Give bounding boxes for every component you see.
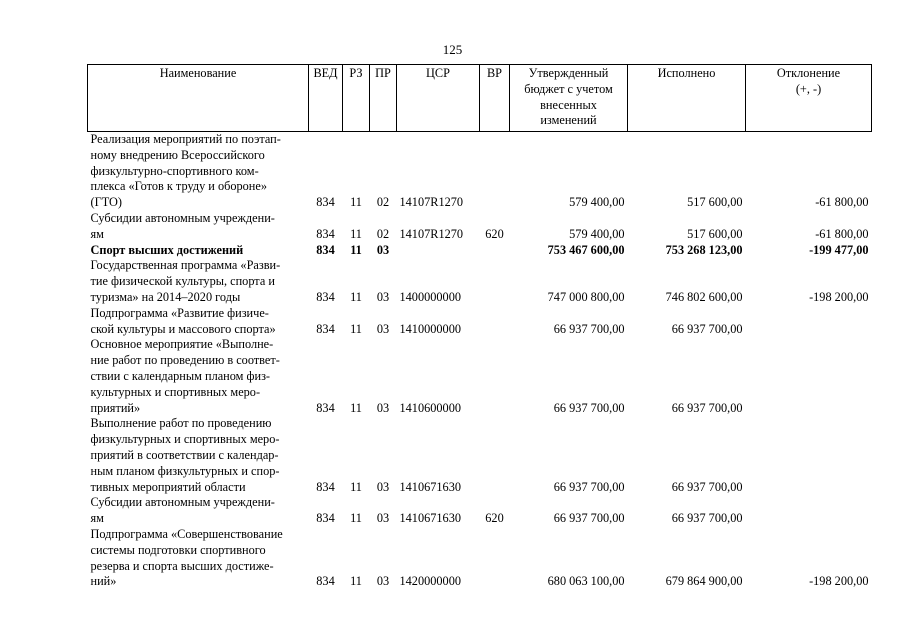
row-vr — [480, 258, 510, 305]
row-approved: 66 937 700,00 — [553, 321, 625, 336]
row-pr: 02 — [376, 226, 390, 241]
row-rz: 11 — [350, 242, 362, 257]
row-pr: 03 — [376, 321, 390, 336]
row-rz: 11 — [350, 226, 362, 241]
row-deviation — [746, 337, 872, 416]
row-approved: 747 000 800,00 — [547, 289, 625, 304]
row-ved: 834 — [316, 511, 335, 526]
table-row — [88, 132, 872, 211]
row-rz: 11 — [350, 400, 362, 415]
header-pr: ПР — [370, 65, 397, 132]
row-csr: 1410000000 — [399, 321, 461, 336]
header-name: Наименование — [88, 65, 309, 132]
row-ved: 834 — [316, 574, 335, 589]
row-deviation: -198 200,00 — [809, 289, 869, 304]
row-pr: 03 — [376, 242, 390, 257]
row-vr — [480, 337, 510, 416]
table-row — [88, 243, 872, 259]
budget-table — [87, 64, 872, 590]
row-name: Подпрограмма «Совершенствование системы подготовки спортивного резерва и спорта высших достиже- ний» — [90, 526, 283, 589]
row-csr — [397, 243, 480, 259]
row-vr — [480, 306, 510, 338]
row-deviation — [746, 495, 872, 527]
row-name: Государственная программа «Разви- тие физической культуры, спорта и туризма» на 2014–2020 годы — [90, 258, 281, 304]
row-deviation: -61 800,00 — [815, 195, 869, 210]
row-ved: 834 — [316, 195, 335, 210]
row-executed: 66 937 700,00 — [671, 511, 743, 526]
row-ved: 834 — [316, 226, 335, 241]
row-executed: 517 600,00 — [687, 195, 743, 210]
row-approved: 579 400,00 — [569, 195, 625, 210]
row-executed: 679 864 900,00 — [665, 574, 743, 589]
row-csr: 1420000000 — [399, 574, 461, 589]
row-vr — [480, 243, 510, 259]
row-vr — [480, 132, 510, 211]
row-name: Субсидии автономным учреждени- ям — [90, 210, 275, 241]
row-csr: 1410600000 — [399, 400, 461, 415]
row-rz: 11 — [350, 289, 362, 304]
row-deviation: -198 200,00 — [809, 574, 869, 589]
row-vr — [480, 527, 510, 590]
row-ved: 834 — [316, 400, 335, 415]
row-rz: 11 — [350, 195, 362, 210]
row-deviation — [746, 306, 872, 338]
table-row — [88, 527, 872, 590]
row-approved: 66 937 700,00 — [553, 479, 625, 494]
table-row — [88, 306, 872, 338]
row-pr: 03 — [376, 289, 390, 304]
row-rz: 11 — [350, 511, 362, 526]
row-ved: 834 — [316, 479, 335, 494]
row-vr: 620 — [485, 511, 504, 526]
row-deviation: -199 477,00 — [809, 242, 869, 257]
row-name: Основное мероприятие «Выполне- ние работ по проведению в соответ- ствии с календарным планом физ- культурных и спортивных меро- приятий» — [90, 337, 280, 415]
row-name: Субсидии автономным учреждени- ям — [90, 495, 275, 526]
row-approved: 753 467 600,00 — [547, 242, 625, 257]
row-rz: 11 — [350, 574, 362, 589]
row-vr — [480, 416, 510, 495]
row-deviation: -61 800,00 — [815, 226, 869, 241]
row-csr: 14107R1270 — [399, 226, 464, 241]
page-number: 125 — [442, 42, 463, 57]
header-approved: Утвержденный бюджет с учетом внесенных изменений — [510, 65, 628, 132]
table-row — [88, 416, 872, 495]
row-pr: 03 — [376, 574, 390, 589]
row-vr: 620 — [485, 226, 504, 241]
row-pr: 02 — [376, 195, 390, 210]
row-csr: 1410671630 — [399, 511, 461, 526]
row-name: Подпрограмма «Развитие физиче- ской культуры и массового спорта» — [90, 305, 276, 336]
header-csr: ЦСР — [397, 65, 480, 132]
row-deviation — [746, 416, 872, 495]
row-executed: 66 937 700,00 — [671, 400, 743, 415]
table-row — [88, 211, 872, 243]
table-row — [88, 337, 872, 416]
row-name: Реализация мероприятий по поэтап- ному внедрению Всероссийского физкультурно-спортивного ком- плекса «Готов к труду и обороне» (ГТО) — [90, 132, 281, 210]
row-pr: 03 — [376, 479, 390, 494]
row-name: Выполнение работ по проведению физкультурных и спортивных меро- приятий в соответствии с календар- ным планом физкультурных и спор- тивных мероприятий области — [90, 416, 280, 494]
row-executed: 746 802 600,00 — [665, 289, 743, 304]
row-rz: 11 — [350, 479, 362, 494]
row-executed: 753 268 123,00 — [665, 242, 743, 257]
row-name: Спорт высших достижений — [90, 242, 244, 257]
row-rz: 11 — [350, 321, 362, 336]
row-ved: 834 — [316, 289, 335, 304]
header-deviation: Отклонение (+, -) — [746, 65, 872, 132]
table-row — [88, 258, 872, 305]
row-executed: 517 600,00 — [687, 226, 743, 241]
row-ved: 834 — [316, 242, 335, 257]
header-rz: РЗ — [343, 65, 370, 132]
header-ved: ВЕД — [309, 65, 343, 132]
header-vr: ВР — [480, 65, 510, 132]
row-approved: 680 063 100,00 — [547, 574, 625, 589]
row-approved: 579 400,00 — [569, 226, 625, 241]
table-row — [88, 495, 872, 527]
row-pr: 03 — [376, 511, 390, 526]
row-executed: 66 937 700,00 — [671, 321, 743, 336]
row-pr: 03 — [376, 400, 390, 415]
row-csr: 1400000000 — [399, 289, 461, 304]
row-ved: 834 — [316, 321, 335, 336]
row-approved: 66 937 700,00 — [553, 511, 625, 526]
row-executed: 66 937 700,00 — [671, 479, 743, 494]
row-csr: 14107R1270 — [399, 195, 464, 210]
row-csr: 1410671630 — [399, 479, 461, 494]
header-executed: Исполнено — [628, 65, 746, 132]
table-header-row — [88, 65, 872, 132]
row-approved: 66 937 700,00 — [553, 400, 625, 415]
